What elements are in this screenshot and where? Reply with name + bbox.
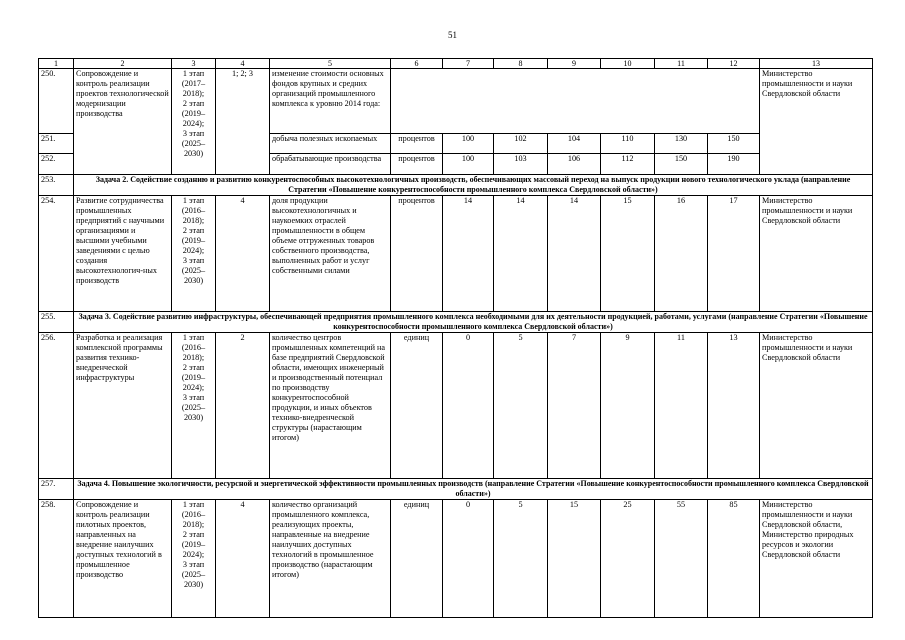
row-number: 253. bbox=[39, 175, 74, 196]
value-cell: 112 bbox=[601, 154, 655, 175]
unit: процентов bbox=[391, 154, 443, 175]
page-number: 51 bbox=[448, 30, 457, 40]
value-cell: 7 bbox=[548, 333, 601, 479]
value-cell: 14 bbox=[494, 196, 548, 312]
header-cell: 9 bbox=[548, 59, 601, 69]
value-cell: 16 bbox=[655, 196, 708, 312]
value-cell: 14 bbox=[548, 196, 601, 312]
value-cell: 150 bbox=[708, 134, 760, 154]
header-cell: 8 bbox=[494, 59, 548, 69]
value-cell: 100 bbox=[443, 134, 494, 154]
task-row bbox=[39, 175, 873, 196]
value-cell: 5 bbox=[494, 500, 548, 618]
value-cell: 190 bbox=[708, 154, 760, 175]
header-cell: 4 bbox=[216, 59, 270, 69]
stage-period: 1 этап (2017– 2018); 2 этап (2019– 2024); 3 этап (2025– 2030) bbox=[172, 69, 216, 175]
value-cell: 110 bbox=[601, 134, 655, 154]
value-cell: 104 bbox=[548, 134, 601, 154]
header-cell: 13 bbox=[760, 59, 873, 69]
task-heading: Задача 3. Содействие развитию инфраструктуры, обеспечивающей предприятия промышленного комплекса необходимыми для их деятельности продукцией, работами, услугами (направление Стратегии «Повышение конкурентоспособности промышленного комплекса Свердловской области») bbox=[74, 312, 873, 333]
header-cell: 11 bbox=[655, 59, 708, 69]
header-cell: 7 bbox=[443, 59, 494, 69]
header-cell: 5 bbox=[270, 59, 391, 69]
responsible: Министерство промышленности и науки Свердловской области bbox=[760, 333, 873, 479]
task-heading: Задача 2. Содействие созданию и развитию конкурентоспособных высокотехнологичных производств, обеспечивающих массовый переход на выпуск продукции нового технологического уклада (направление Стратегии «Повышение конкурентоспособности промышленного комплекса Свердловской области») bbox=[74, 175, 873, 196]
goal-number: 4 bbox=[216, 196, 270, 312]
value-cell: 15 bbox=[601, 196, 655, 312]
header-cell: 12 bbox=[708, 59, 760, 69]
header-cell: 1 bbox=[39, 59, 74, 69]
table-row bbox=[39, 500, 873, 618]
value-cell: 55 bbox=[655, 500, 708, 618]
indicator-text: изменение стоимости основных фондов крупных и средних организаций промышленного комплекса к уровню 2014 года: bbox=[270, 69, 391, 134]
row-number: 258. bbox=[39, 500, 74, 618]
row-number: 251. bbox=[39, 134, 74, 154]
value-cell: 5 bbox=[494, 333, 548, 479]
value-cell: 130 bbox=[655, 134, 708, 154]
measure-name: Сопровождение и контроль реализации проектов технологической модернизации производства bbox=[74, 69, 172, 175]
measure-name: Развитие сотрудничества промышленных предприятий с научными организациями и высшими учебными заведениями с целью создания высокотехнологич-ных производств bbox=[74, 196, 172, 312]
value-cell: 85 bbox=[708, 500, 760, 618]
unit: процентов bbox=[391, 134, 443, 154]
stage-period: 1 этап (2016– 2018); 2 этап (2019– 2024); 3 этап (2025– 2030) bbox=[172, 196, 216, 312]
goal-number: 4 bbox=[216, 500, 270, 618]
header-cell: 10 bbox=[601, 59, 655, 69]
unit: единиц bbox=[391, 333, 443, 479]
header-cell: 6 bbox=[391, 59, 443, 69]
table-row bbox=[39, 333, 873, 479]
header-row bbox=[39, 59, 873, 69]
table-row bbox=[39, 196, 873, 312]
row-number: 257. bbox=[39, 479, 74, 500]
row-number: 254. bbox=[39, 196, 74, 312]
value-cell: 11 bbox=[655, 333, 708, 479]
row-number: 250. bbox=[39, 69, 74, 134]
header-cell: 2 bbox=[74, 59, 172, 69]
value-cell: 102 bbox=[494, 134, 548, 154]
stage-period: 1 этап (2016– 2018); 2 этап (2019– 2024); 3 этап (2025– 2030) bbox=[172, 333, 216, 479]
header-cell: 3 bbox=[172, 59, 216, 69]
measure-name: Разработка и реализация комплексной программы развития технико-внедренческой инфраструктуры bbox=[74, 333, 172, 479]
unit: процентов bbox=[391, 196, 443, 312]
row-number: 252. bbox=[39, 154, 74, 175]
indicator-text: добыча полезных ископаемых bbox=[270, 134, 391, 154]
responsible: Министерство промышленности и науки Свердловской области bbox=[760, 196, 873, 312]
value-cell: 103 bbox=[494, 154, 548, 175]
indicator-text: доля продукции высокотехнологичных и наукоемких отраслей промышленности в общем объеме отгруженных товаров собственного производства, выполненных работ и услуг собственными силами bbox=[270, 196, 391, 312]
row-number: 256. bbox=[39, 333, 74, 479]
row-number: 255. bbox=[39, 312, 74, 333]
task-row bbox=[39, 312, 873, 333]
value-cell: 9 bbox=[601, 333, 655, 479]
value-cell: 150 bbox=[655, 154, 708, 175]
value-cell: 0 bbox=[443, 333, 494, 479]
indicator-text: количество центров промышленных компетенций на базе предприятий Свердловской области, имеющих инженерный и производственный потенциал по производству конкурентоспособной продукции, и иных объектов технико-внедренческой структуры (нарастающим итогом) bbox=[270, 333, 391, 479]
task-heading: Задача 4. Повышение экологичности, ресурсной и энергетической эффективности промышленных производств (направление Стратегии «Повышение конкурентоспособности промышленного комплекса Свердловской области») bbox=[74, 479, 873, 500]
goal-number: 1; 2; 3 bbox=[216, 69, 270, 175]
value-cell: 14 bbox=[443, 196, 494, 312]
responsible: Министерство промышленности и науки Свердловской области, Министерство природных ресурсов и экологии Свердловской области bbox=[760, 500, 873, 618]
value-cell: 17 bbox=[708, 196, 760, 312]
value-cell: 25 bbox=[601, 500, 655, 618]
unit: единиц bbox=[391, 500, 443, 618]
value-cell: 13 bbox=[708, 333, 760, 479]
stage-period: 1 этап (2016– 2018); 2 этап (2019– 2024); 3 этап (2025– 2030) bbox=[172, 500, 216, 618]
table-row bbox=[39, 69, 873, 134]
measure-name: Сопровождение и контроль реализации пилотных проектов, направленных на внедрение наилучших доступных технологий в промышленное производство bbox=[74, 500, 172, 618]
value-cell: 100 bbox=[443, 154, 494, 175]
goal-number: 2 bbox=[216, 333, 270, 479]
value-cell: 15 bbox=[548, 500, 601, 618]
indicator-text: количество организаций промышленного комплекса, реализующих проекты, направленные на внедрение наилучших доступных технологий в промышленное производство (нарастающим итогом) bbox=[270, 500, 391, 618]
indicator-text: обрабатывающие производства bbox=[270, 154, 391, 175]
value-cell: 0 bbox=[443, 500, 494, 618]
empty-cell bbox=[391, 69, 760, 134]
responsible: Министерство промышленности и науки Свердловской области bbox=[760, 69, 873, 175]
indicators-table bbox=[38, 58, 873, 618]
value-cell: 106 bbox=[548, 154, 601, 175]
task-row bbox=[39, 479, 873, 500]
